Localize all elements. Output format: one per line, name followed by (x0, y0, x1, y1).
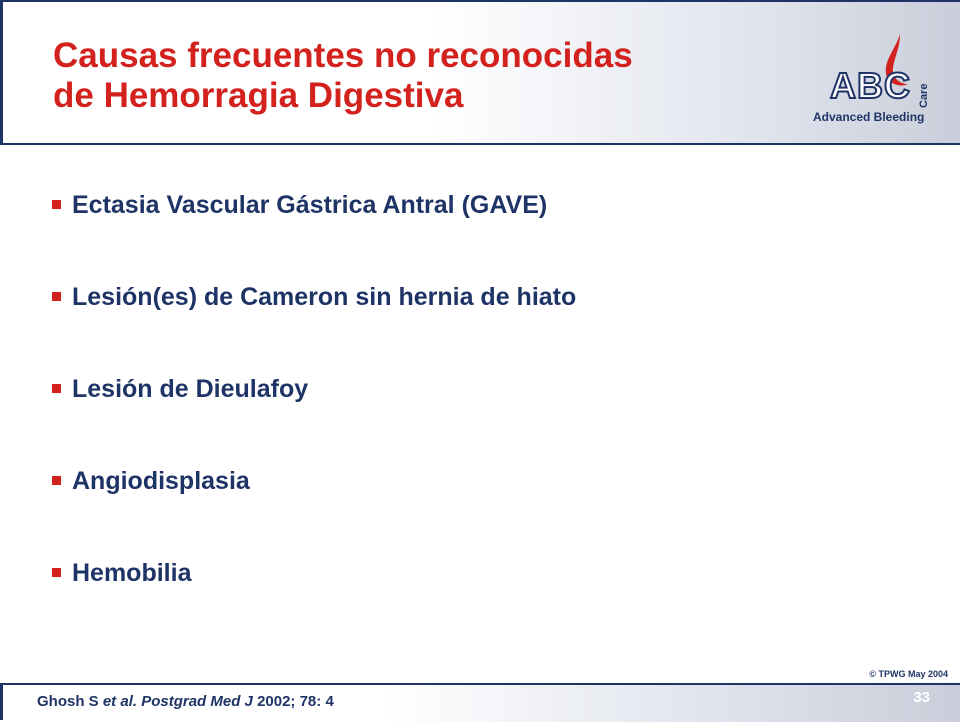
slide-title (53, 36, 793, 116)
bullet-square-icon (52, 292, 61, 301)
slide-title-line2: de Hemorragia Digestiva (53, 76, 464, 115)
citation-journal: Postgrad Med J (141, 693, 253, 710)
bullet-square-icon (52, 200, 61, 209)
bullet-text: Ectasia Vascular Gástrica Antral (GAVE) (72, 191, 548, 219)
footer-border-left (0, 683, 3, 720)
bullet-text: Angiodisplasia (72, 467, 250, 495)
bullet-square-icon (52, 476, 61, 485)
logo-abc-text: ABC (830, 65, 911, 106)
abc-logo (800, 30, 948, 130)
bullet-square-icon (52, 568, 61, 577)
logo-subtitle: Advanced Bleeding (813, 110, 925, 124)
copyright-notice: © TPWG May 2004 (869, 669, 948, 679)
logo-care-text: Care (918, 83, 930, 108)
bullet-square-icon (52, 384, 61, 393)
bullet-text: Lesión de Dieulafoy (72, 375, 309, 403)
header-border-bottom (0, 143, 960, 145)
citation-author: Ghosh S (37, 693, 99, 710)
citation-etal: et al. (102, 693, 138, 710)
bullet-text: Hemobilia (72, 559, 192, 587)
page-number: 33 (913, 689, 930, 706)
header-border-top (0, 0, 960, 2)
slide-title-line1: Causas frecuentes no reconocidas (53, 36, 633, 75)
bullet-text: Lesión(es) de Cameron sin hernia de hiato (72, 283, 577, 311)
header-border-left (0, 0, 3, 145)
citation (37, 693, 334, 710)
citation-details: 2002; 78: 4 (257, 693, 334, 710)
